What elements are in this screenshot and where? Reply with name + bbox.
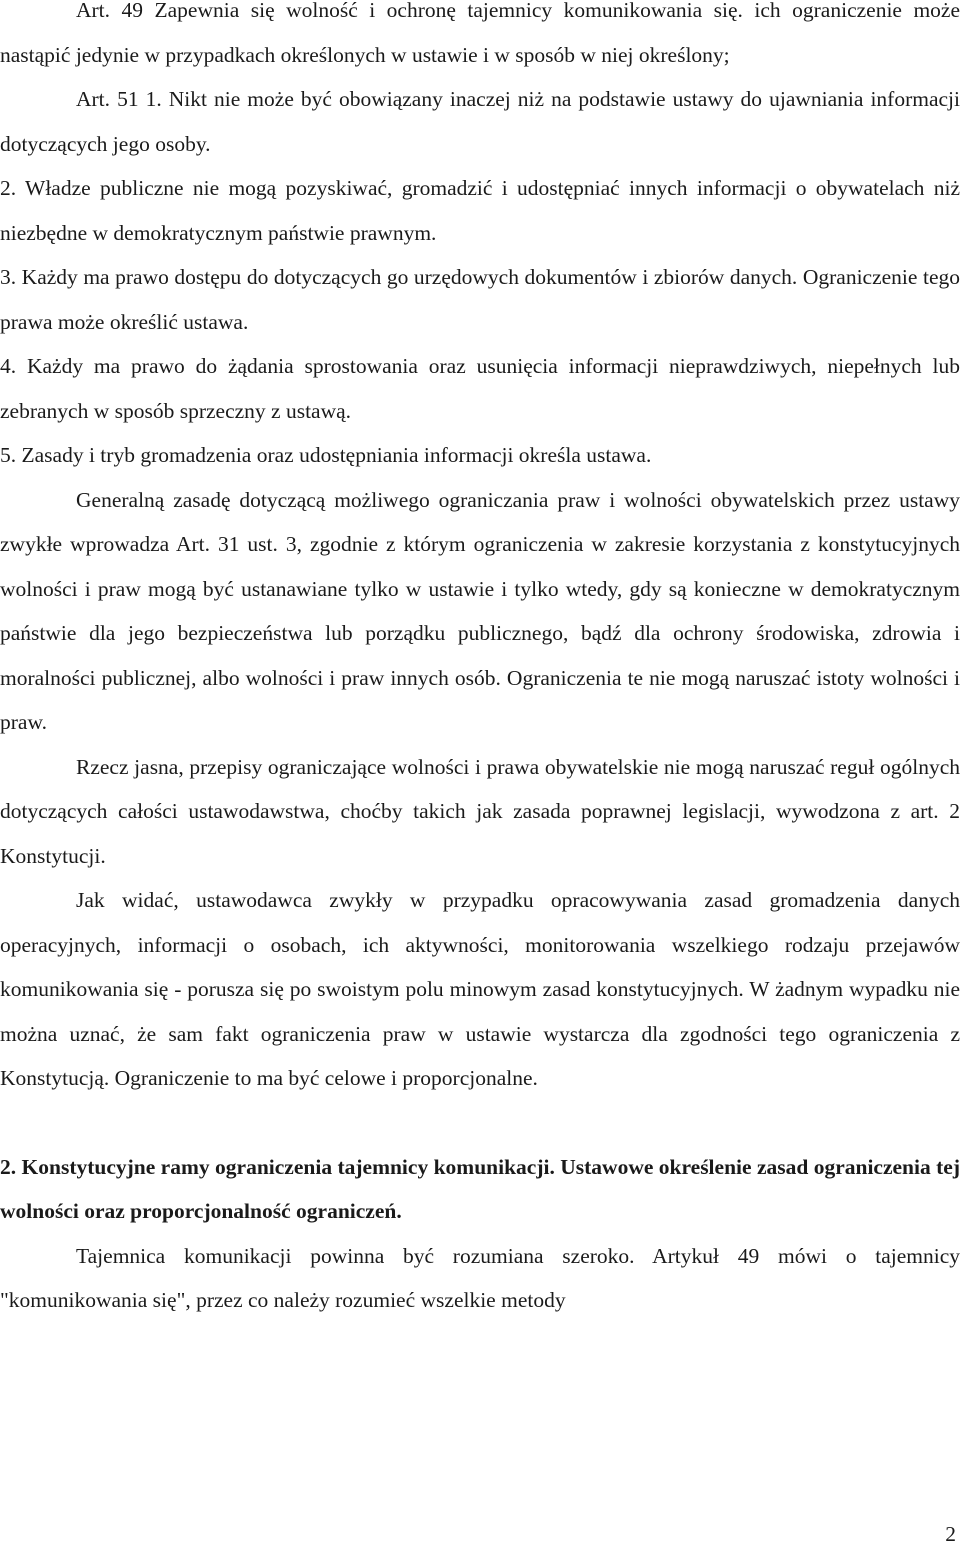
paragraph-art-51-4: 4. Każdy ma prawo do żądania sprostowania oraz usunięcia informacji nieprawdziwych, niepełnych lub zebranych w sposób sprzeczny z ustawą. [0,354,960,423]
paragraph-art-51-1: Art. 51 1. Nikt nie może być obowiązany inaczej niż na podstawie ustawy do ujawniania informacji dotyczących jego osoby. [0,87,960,156]
paragraph-art-51-3: 3. Każdy ma prawo dostępu do dotyczących go urzędowych dokumentów i zbiorów danych. Ograniczenie tego prawa może określić ustawa. [0,265,960,334]
paragraph-art-51-2: 2. Władze publiczne nie mogą pozyskiwać, gromadzić i udostępniać innych informacji o obywatelach niż niezbędne w demokratycznym państwie prawnym. [0,176,960,245]
paragraph-art-49: Art. 49 Zapewnia się wolność i ochronę tajemnicy komunikowania się. ich ograniczenie może nastąpić jedynie w przypadkach określonych w ustawie i w sposób w niej określony; [0,0,960,67]
section-heading: 2. Konstytucyjne ramy ograniczenia tajemnicy komunikacji. Ustawowe określenie zasad ograniczenia tej wolności oraz proporcjonalność ograniczeń. [0,1154,960,1223]
paragraph-communication-secrecy: Tajemnica komunikacji powinna być rozumiana szeroko. Artykuł 49 mówi o tajemnicy "komunikowania się", przez co należy rozumieć wszelkie metody [0,1243,960,1312]
paragraph-legislation: Rzecz jasna, przepisy ograniczające wolności i prawa obywatelskie nie mogą naruszać reguł ogólnych dotyczących całości ustawodawstwa, choćby takich jak zasada poprawnej legislacji, wywodzona z art. 2 Konstytucji. [0,754,960,868]
page-number: 2 [945,1522,956,1546]
paragraph-art-51-5: 5. Zasady i tryb gromadzenia oraz udostępniania informacji określa ustawa. [0,443,652,467]
paragraph-art-31: Generalną zasadę dotyczącą możliwego ograniczania praw i wolności obywatelskich przez ustawy zwykłe wprowadza Art. 31 ust. 3, zgodnie z którym ograniczenia w zakresie korzystania z konstytucyjnych wolności i praw mogą być ustanawiane tylko w ustawie i tylko wtedy, gdy są konieczne w demokratycznym państwie dla jego bezpieczeństwa lub porządku publicznego, bądź dla ochrony środowiska, zdrowia i moralności publicznej, albo wolności i praw innych osób. Ograniczenia te nie mogą naruszać istoty wolności i praw. [0,487,960,734]
paragraph-conclusion: Jak widać, ustawodawca zwykły w przypadku opracowywania zasad gromadzenia danych operacyjnych, informacji o osobach, ich aktywności, monitorowania wszelkiego rodzaju przejawów komunikowania się - porusza się po swoistym polu minowym zasad konstytucyjnych. W żadnym wypadku nie można uznać, że sam fakt ograniczenia praw w ustawie wystarcza dla zgodności tego ograniczenia z Konstytucją. Ograniczenie to ma być celowe i proporcjonalne. [0,888,960,1090]
